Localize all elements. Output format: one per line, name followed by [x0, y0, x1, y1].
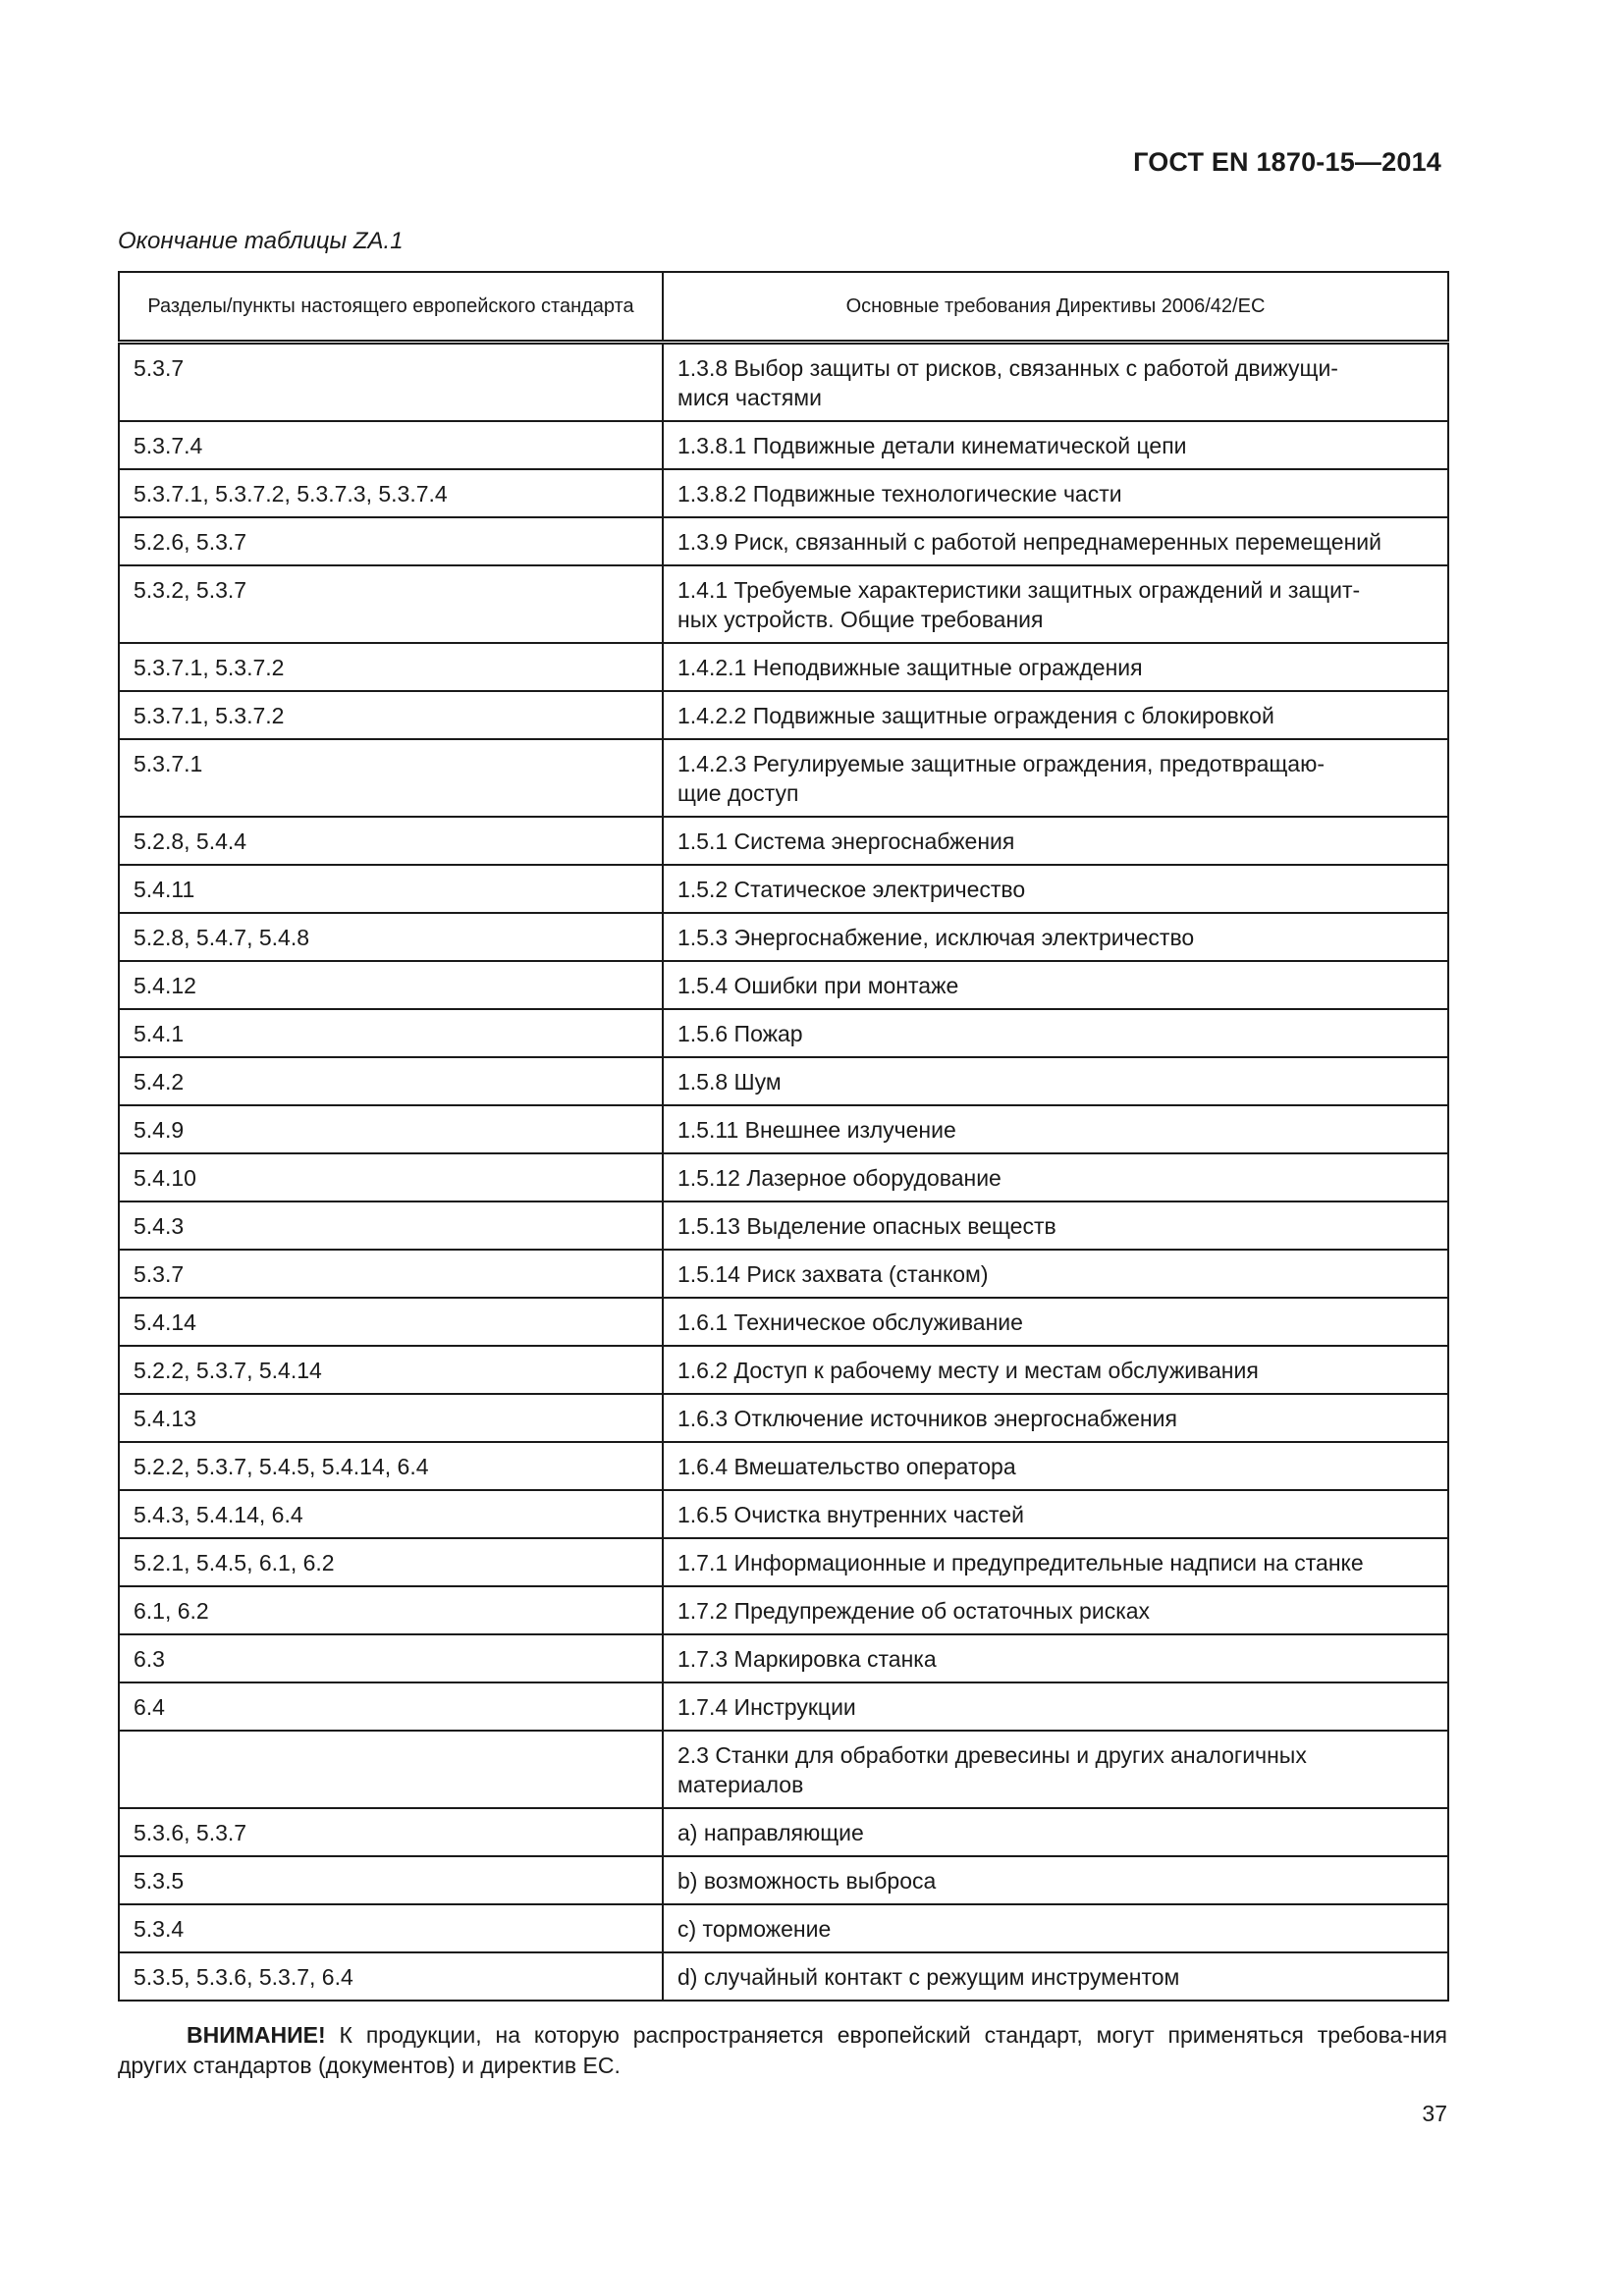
- cell-requirement: 2.3 Станки для обработки древесины и других аналогичных материалов: [663, 1731, 1448, 1808]
- table-row: [119, 469, 1448, 517]
- cell-requirement: 1.3.8.1 Подвижные детали кинематической цепи: [663, 421, 1448, 469]
- cell-requirement: 1.6.3 Отключение источников энергоснабжения: [663, 1394, 1448, 1442]
- cell-section-ref: 5.4.2: [119, 1057, 663, 1105]
- cell-section-ref: 5.4.9: [119, 1105, 663, 1153]
- cell-section-ref: [119, 1731, 663, 1808]
- cell-requirement: 1.3.8 Выбор защиты от рисков, связанных с работой движущи- мися частями: [663, 343, 1448, 422]
- cell-section-ref: 5.2.8, 5.4.4: [119, 817, 663, 865]
- cell-section-ref: 5.4.3, 5.4.14, 6.4: [119, 1490, 663, 1538]
- cell-requirement: b) возможность выброса: [663, 1856, 1448, 1904]
- cell-section-ref: 5.3.7.1, 5.3.7.2, 5.3.7.3, 5.3.7.4: [119, 469, 663, 517]
- table-row: [119, 1731, 1448, 1808]
- cell-section-ref: 5.3.7: [119, 343, 663, 422]
- column-header-sections: Разделы/пункты настоящего европейского стандарта: [119, 272, 663, 343]
- page-number: 37: [1422, 2101, 1447, 2126]
- cell-requirement: 1.3.8.2 Подвижные технологические части: [663, 469, 1448, 517]
- cell-requirement: 1.3.9 Риск, связанный с работой непреднамеренных перемещений: [663, 517, 1448, 565]
- table-row: [119, 517, 1448, 565]
- cell-requirement: 1.5.11 Внешнее излучение: [663, 1105, 1448, 1153]
- table-caption: Окончание таблицы ZA.1: [118, 228, 404, 254]
- cell-requirement: 1.7.2 Предупреждение об остаточных рисках: [663, 1586, 1448, 1634]
- cell-section-ref: 5.3.2, 5.3.7: [119, 565, 663, 643]
- table-header-row: [119, 272, 1448, 343]
- cell-requirement: 1.4.1 Требуемые характеристики защитных ограждений и защит- ных устройств. Общие требования: [663, 565, 1448, 643]
- cell-section-ref: 5.2.2, 5.3.7, 5.4.5, 5.4.14, 6.4: [119, 1442, 663, 1490]
- cell-section-ref: 6.3: [119, 1634, 663, 1682]
- cell-requirement: 1.4.2.2 Подвижные защитные ограждения с блокировкой: [663, 691, 1448, 739]
- table-row: [119, 1009, 1448, 1057]
- cell-section-ref: 5.2.2, 5.3.7, 5.4.14: [119, 1346, 663, 1394]
- cell-section-ref: 5.3.7.1: [119, 739, 663, 817]
- cell-requirement: 1.5.3 Энергоснабжение, исключая электричество: [663, 913, 1448, 961]
- cell-requirement: 1.5.1 Система энергоснабжения: [663, 817, 1448, 865]
- table-row: [119, 1298, 1448, 1346]
- cell-section-ref: 5.2.6, 5.3.7: [119, 517, 663, 565]
- table-row: [119, 1394, 1448, 1442]
- table-row: [119, 1808, 1448, 1856]
- cell-requirement: 1.4.2.1 Неподвижные защитные ограждения: [663, 643, 1448, 691]
- table-row: [119, 1538, 1448, 1586]
- cell-section-ref: 5.3.4: [119, 1904, 663, 1952]
- cell-requirement: 1.6.5 Очистка внутренних частей: [663, 1490, 1448, 1538]
- cell-requirement: 1.6.1 Техническое обслуживание: [663, 1298, 1448, 1346]
- cell-section-ref: 5.3.7.1, 5.3.7.2: [119, 691, 663, 739]
- cell-section-ref: 5.3.5, 5.3.6, 5.3.7, 6.4: [119, 1952, 663, 2001]
- cell-section-ref: 6.1, 6.2: [119, 1586, 663, 1634]
- table-row: [119, 1490, 1448, 1538]
- cell-section-ref: 5.4.14: [119, 1298, 663, 1346]
- cell-section-ref: 5.3.6, 5.3.7: [119, 1808, 663, 1856]
- table-row: [119, 1153, 1448, 1201]
- column-header-requirements: Основные требования Директивы 2006/42/ЕС: [663, 272, 1448, 343]
- cell-requirement: 1.7.4 Инструкции: [663, 1682, 1448, 1731]
- table-row: [119, 1586, 1448, 1634]
- table-row: [119, 1904, 1448, 1952]
- table-row: [119, 1856, 1448, 1904]
- cell-section-ref: 5.3.7.1, 5.3.7.2: [119, 643, 663, 691]
- cell-requirement: 1.5.8 Шум: [663, 1057, 1448, 1105]
- table-row: [119, 1634, 1448, 1682]
- cell-requirement: 1.6.2 Доступ к рабочему месту и местам обслуживания: [663, 1346, 1448, 1394]
- cell-requirement: 1.5.14 Риск захвата (станком): [663, 1250, 1448, 1298]
- cell-requirement: 1.6.4 Вмешательство оператора: [663, 1442, 1448, 1490]
- table-row: [119, 1346, 1448, 1394]
- table-row: [119, 817, 1448, 865]
- document-code: ГОСТ EN 1870-15—2014: [1133, 147, 1441, 177]
- table-row: [119, 1105, 1448, 1153]
- warning-text: К продукции, на которую распространяется европейский стандарт, могут применяться требова-ния других стандартов (документов) и директив ЕС.: [118, 2022, 1447, 2078]
- cell-section-ref: 5.2.1, 5.4.5, 6.1, 6.2: [119, 1538, 663, 1586]
- table-row: [119, 865, 1448, 913]
- cell-section-ref: 5.3.5: [119, 1856, 663, 1904]
- table-row: [119, 739, 1448, 817]
- cell-section-ref: 5.4.3: [119, 1201, 663, 1250]
- cell-requirement: c) торможение: [663, 1904, 1448, 1952]
- cell-requirement: 1.5.6 Пожар: [663, 1009, 1448, 1057]
- table-row: [119, 1057, 1448, 1105]
- table-row: [119, 1682, 1448, 1731]
- cell-requirement: a) направляющие: [663, 1808, 1448, 1856]
- cell-section-ref: 5.4.11: [119, 865, 663, 913]
- cell-section-ref: 5.3.7: [119, 1250, 663, 1298]
- cell-section-ref: 5.4.10: [119, 1153, 663, 1201]
- table-body: [119, 343, 1448, 2002]
- cell-section-ref: 5.3.7.4: [119, 421, 663, 469]
- table-row: [119, 421, 1448, 469]
- cell-requirement: 1.7.3 Маркировка станка: [663, 1634, 1448, 1682]
- cell-section-ref: 6.4: [119, 1682, 663, 1731]
- table-row: [119, 1952, 1448, 2001]
- cell-section-ref: 5.4.13: [119, 1394, 663, 1442]
- table-row: [119, 913, 1448, 961]
- warning-label: ВНИМАНИЕ!: [187, 2022, 326, 2048]
- cell-section-ref: 5.4.1: [119, 1009, 663, 1057]
- table-row: [119, 1442, 1448, 1490]
- requirements-table: [118, 271, 1449, 2002]
- cell-requirement: 1.7.1 Информационные и предупредительные надписи на станке: [663, 1538, 1448, 1586]
- table-row: [119, 643, 1448, 691]
- cell-requirement: 1.5.4 Ошибки при монтаже: [663, 961, 1448, 1009]
- table-row: [119, 1250, 1448, 1298]
- cell-requirement: 1.4.2.3 Регулируемые защитные ограждения, предотвращаю- щие доступ: [663, 739, 1448, 817]
- cell-requirement: 1.5.2 Статическое электричество: [663, 865, 1448, 913]
- table-row: [119, 961, 1448, 1009]
- warning-note: [118, 2020, 1447, 2081]
- cell-requirement: d) случайный контакт с режущим инструментом: [663, 1952, 1448, 2001]
- cell-requirement: 1.5.12 Лазерное оборудование: [663, 1153, 1448, 1201]
- table-row: [119, 565, 1448, 643]
- cell-requirement: 1.5.13 Выделение опасных веществ: [663, 1201, 1448, 1250]
- cell-section-ref: 5.2.8, 5.4.7, 5.4.8: [119, 913, 663, 961]
- cell-section-ref: 5.4.12: [119, 961, 663, 1009]
- table-row: [119, 343, 1448, 422]
- table-row: [119, 1201, 1448, 1250]
- table-row: [119, 691, 1448, 739]
